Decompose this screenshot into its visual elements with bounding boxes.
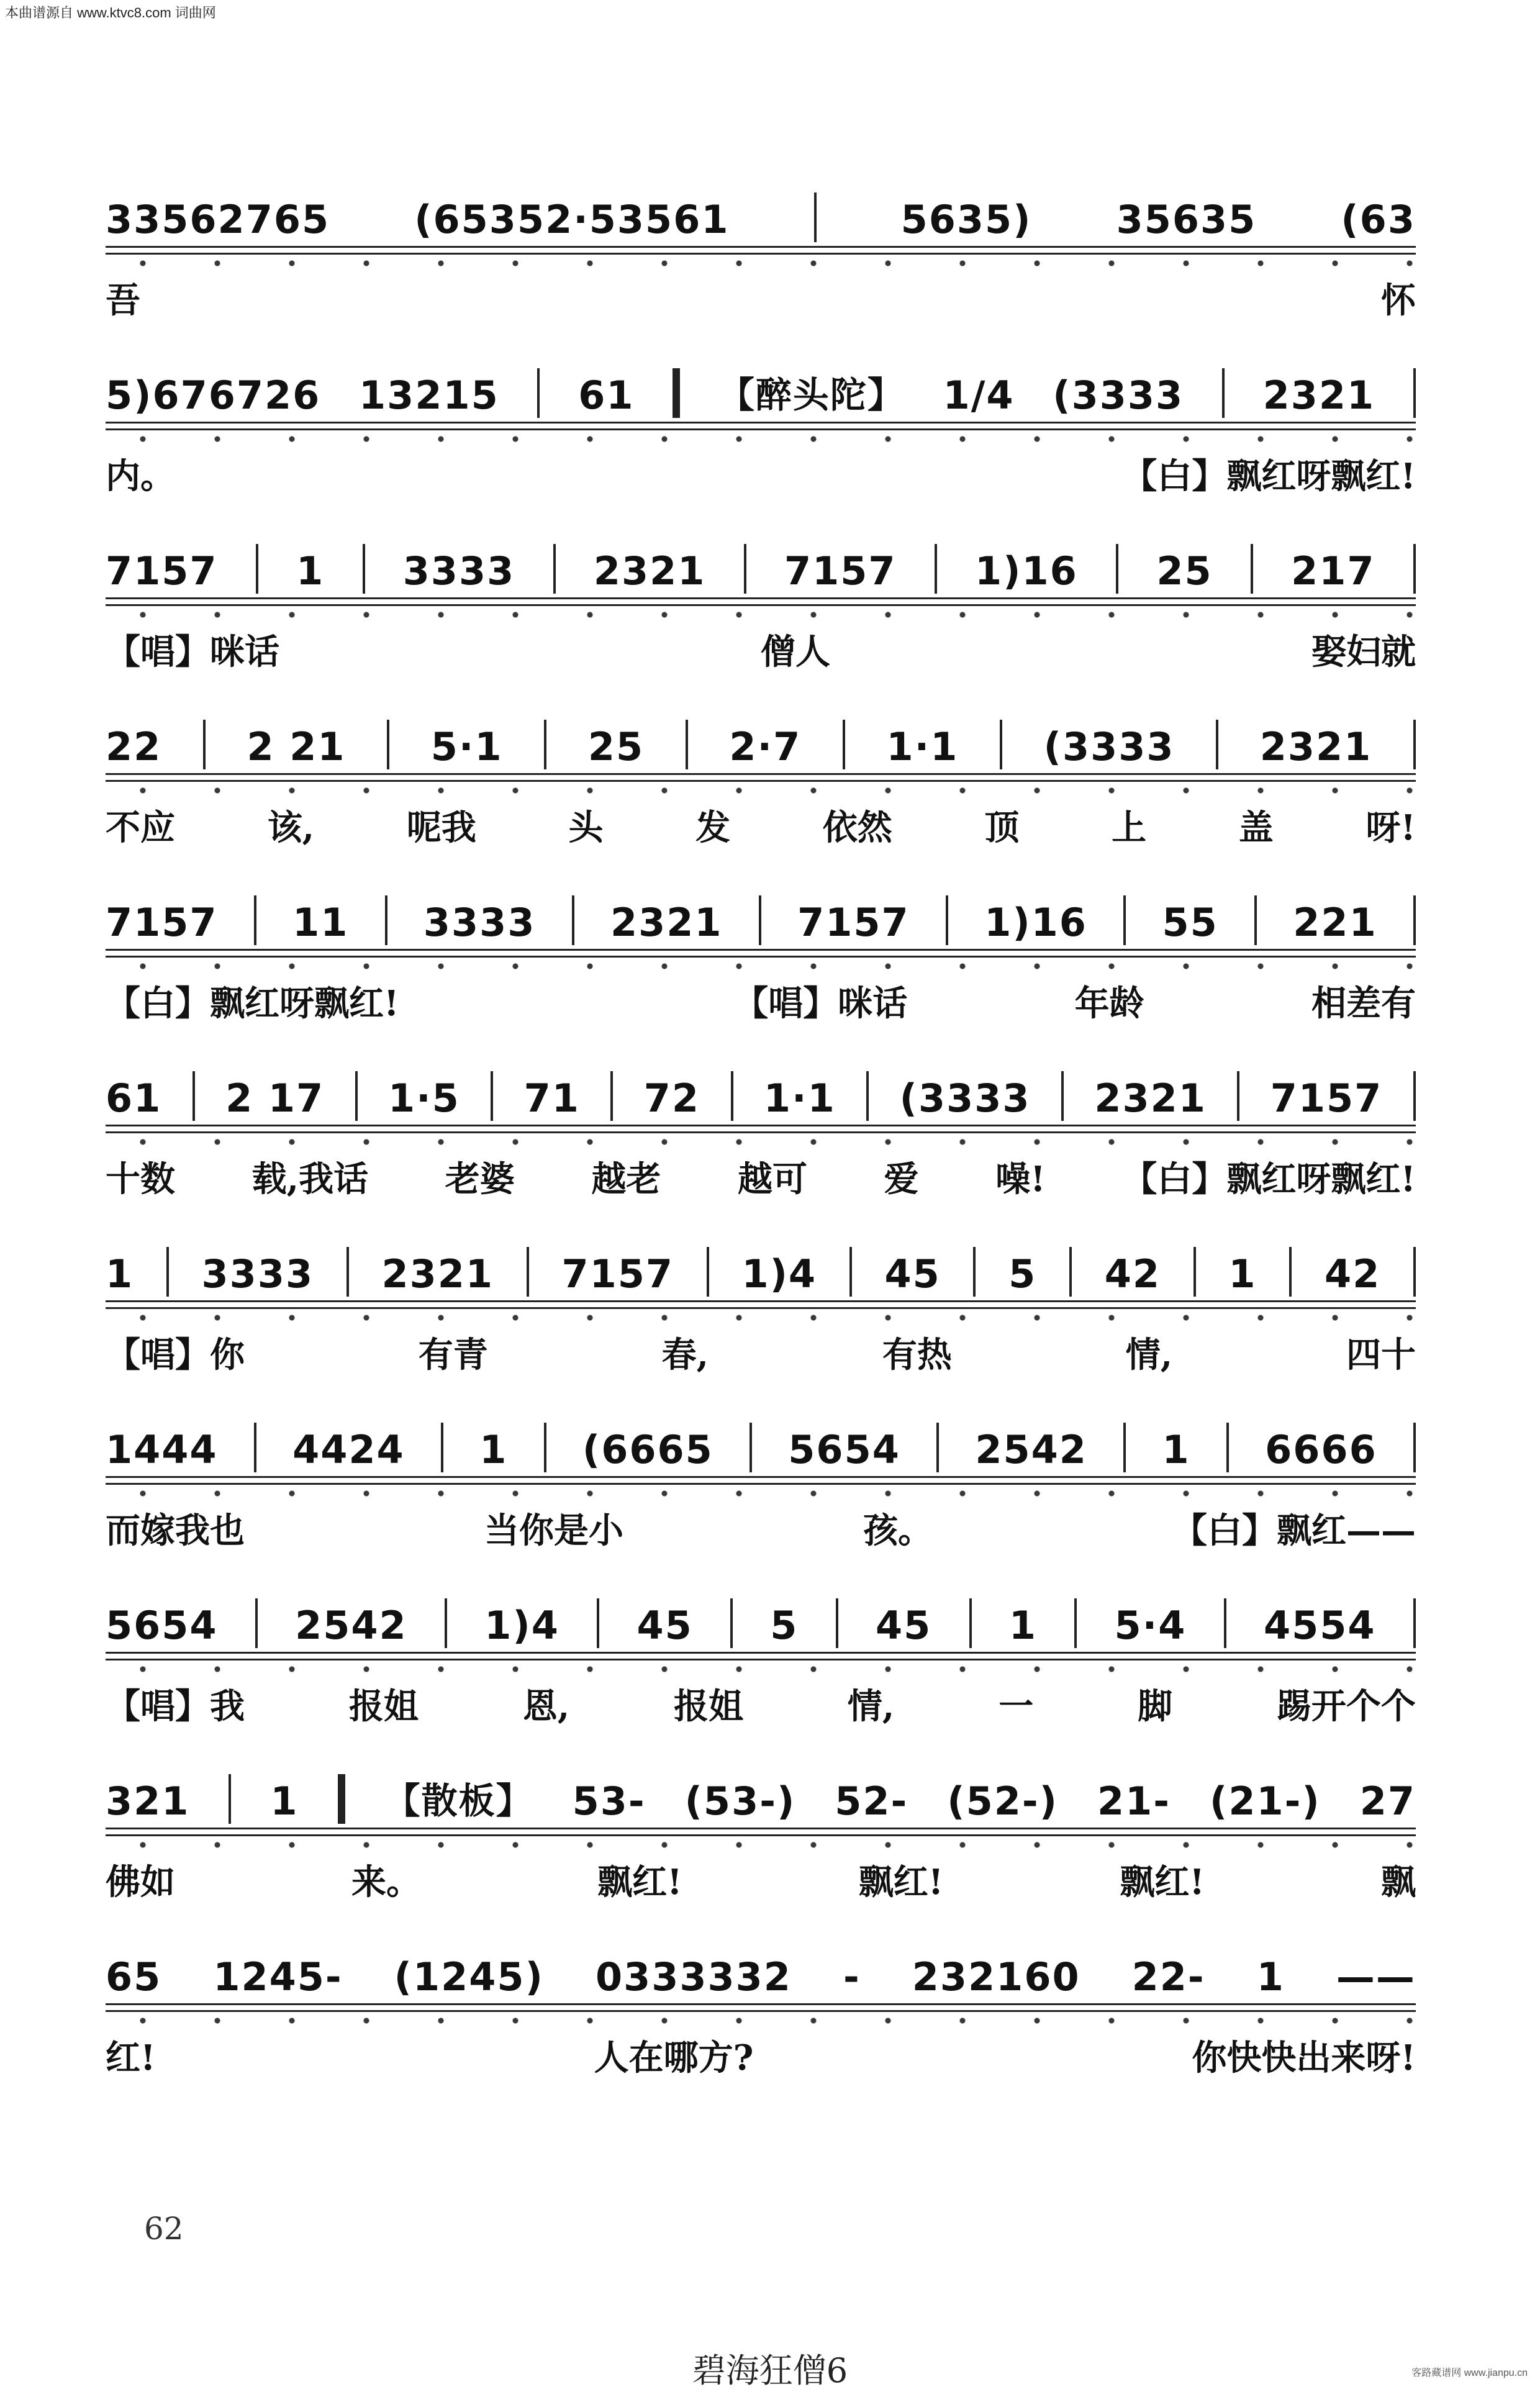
lyric: 发 [695, 807, 731, 848]
performance-cue: 【唱】你 [106, 1334, 245, 1375]
note-group: (6665 [582, 1427, 713, 1472]
note-group: 2 21 [247, 724, 346, 769]
notation-line [106, 1944, 1416, 2000]
note-group: 25 [1156, 548, 1213, 594]
barline [1251, 544, 1253, 594]
lyric: 佛如 [106, 1862, 175, 1903]
note-group: (53-) [684, 1778, 796, 1824]
lyrics-line [106, 2031, 1416, 2080]
lyric: 红! [106, 2037, 156, 2078]
lyric: 爱 [884, 1159, 919, 1200]
note-group: 2321 [610, 900, 723, 945]
lyric: 报姐 [348, 1686, 419, 1727]
performance-cue: 【白】飘红呀飘红! [1122, 456, 1416, 497]
note-group: 33562765 [106, 197, 330, 242]
rhythm-underline [106, 597, 1416, 606]
lyric: 当你是小 [484, 1510, 623, 1551]
note-group: 1 [1256, 1954, 1285, 2000]
barline [1413, 1071, 1416, 1121]
rhythm-underline [106, 422, 1416, 430]
lyric: 脚 [1138, 1686, 1173, 1727]
note-group: 221 [1293, 900, 1377, 945]
notation-line [106, 186, 1416, 242]
note-group: 53- [572, 1778, 646, 1824]
note-group: 7157 [784, 548, 897, 594]
barline [935, 544, 937, 594]
lyric: 你快快出来呀! [1192, 2037, 1416, 2078]
lyric: 有青 [418, 1334, 488, 1375]
barline [843, 720, 845, 769]
lyrics-line [106, 1679, 1416, 1729]
lyric: 相差有 [1311, 983, 1416, 1024]
note-group: 1)16 [984, 900, 1087, 945]
note-group: 61 [106, 1076, 162, 1121]
note-group: 45 [884, 1251, 941, 1297]
performance-cue: 【唱】我 [106, 1686, 245, 1727]
barline [1222, 368, 1225, 418]
barline [1226, 1423, 1229, 1472]
note-group: 7157 [1270, 1076, 1383, 1121]
score-system [106, 714, 1416, 850]
note-group: 35635 [1116, 197, 1257, 242]
note-group: 5 [770, 1603, 799, 1648]
note-group: - [843, 1954, 861, 2000]
note-group: 4424 [292, 1427, 405, 1472]
lyric: 上 [1112, 807, 1147, 848]
barline [445, 1598, 447, 1648]
barline [1074, 1598, 1077, 1648]
score-system [106, 1944, 1416, 2080]
lyric: 一 [999, 1686, 1034, 1727]
rhythm-underline [106, 1476, 1416, 1485]
note-group: 5635) [900, 197, 1032, 242]
note-group: 2·7 [729, 724, 802, 769]
note-group: 5)676726 [106, 373, 321, 418]
octave-dots [106, 1665, 1416, 1673]
barline [1254, 895, 1257, 945]
barline [759, 895, 761, 945]
barline [385, 895, 387, 945]
performance-cue: 【唱】咪话 [106, 632, 279, 673]
lyric: 春, [661, 1334, 709, 1375]
lyric: 踢开个个 [1276, 1686, 1416, 1727]
note-group: (1245) [394, 1954, 544, 2000]
lyric: 不应 [106, 807, 175, 848]
lyric: 飘红! [1120, 1862, 1205, 1903]
lyric: 报姐 [674, 1686, 744, 1727]
note-group: 42 [1324, 1251, 1381, 1297]
barline [1413, 895, 1416, 945]
note-group: 55 [1162, 900, 1218, 945]
note-group: 27 [1359, 1778, 1416, 1824]
note-group: 1/4 [943, 373, 1015, 418]
barline [936, 1423, 939, 1472]
lyric: 越老 [591, 1159, 661, 1200]
rhythm-underline [106, 1652, 1416, 1660]
note-group: 7157 [797, 900, 910, 945]
lyric: 四十 [1346, 1334, 1416, 1375]
barline [836, 1598, 838, 1648]
barline [1194, 1247, 1196, 1297]
note-group: 1245- [213, 1954, 343, 2000]
barline [1413, 1598, 1416, 1648]
barline [597, 1598, 599, 1648]
note-group: (3333 [899, 1076, 1031, 1121]
note-group: 7157 [106, 548, 218, 594]
octave-dots [106, 1841, 1416, 1849]
note-group: 3333 [201, 1251, 314, 1297]
barline [491, 1071, 493, 1121]
barline [1413, 1423, 1416, 1472]
note-group: 6666 [1265, 1427, 1377, 1472]
note-group: 5654 [788, 1427, 900, 1472]
double-barline [338, 1774, 345, 1824]
barline [346, 1247, 349, 1297]
note-group: 1 [1228, 1251, 1257, 1297]
note-group: 11 [292, 900, 349, 945]
barline [731, 1071, 733, 1121]
notation-line [106, 1416, 1416, 1472]
octave-dots [106, 1314, 1416, 1321]
lyric: 而嫁我也 [106, 1510, 245, 1551]
rhythm-underline [106, 773, 1416, 782]
rhythm-underline [106, 1300, 1416, 1309]
score-system [106, 1065, 1416, 1202]
note-group: 1444 [106, 1427, 218, 1472]
note-group: (21-) [1210, 1778, 1321, 1824]
lyric: 僧人 [761, 632, 830, 673]
note-group: 5654 [106, 1603, 218, 1648]
note-group: 1·5 [387, 1076, 460, 1121]
note-group: 71 [523, 1076, 580, 1121]
lyrics-line [106, 976, 1416, 1026]
barline [744, 544, 746, 594]
score-system [106, 1768, 1416, 1905]
notation-line [106, 538, 1416, 594]
barline [814, 193, 817, 242]
note-group: 42 [1104, 1251, 1161, 1297]
note-group: 3333 [402, 548, 515, 594]
lyric: 情, [1125, 1334, 1173, 1375]
octave-dots [106, 1138, 1416, 1146]
notation-line [106, 1768, 1416, 1824]
score-system [106, 1241, 1416, 1377]
barline [730, 1598, 733, 1648]
note-group: 2321 [1259, 724, 1372, 769]
octave-dots [106, 260, 1416, 267]
lyric: 飘红! [858, 1862, 944, 1903]
barline [1224, 1598, 1226, 1648]
note-group: 2 17 [225, 1076, 325, 1121]
notation-line [106, 1592, 1416, 1648]
note-group: 13215 [359, 373, 499, 418]
note-group: 5·4 [1114, 1603, 1187, 1648]
barline [1413, 1247, 1416, 1297]
barline [355, 1071, 358, 1121]
notation-line [106, 362, 1416, 418]
note-group: 7157 [106, 900, 218, 945]
section-label: 【散板】 [384, 1780, 533, 1822]
barline [1413, 720, 1416, 769]
note-group: 3333 [423, 900, 536, 945]
score-system [106, 186, 1416, 323]
lyrics-line [106, 800, 1416, 850]
score-system [106, 362, 1416, 499]
note-group: 61 [578, 373, 635, 418]
note-group: 52- [835, 1778, 908, 1824]
lyric: 飘 [1380, 1862, 1416, 1903]
section-label: 【醉头陀】 [718, 374, 905, 416]
lyric: 来。 [351, 1862, 422, 1903]
note-group: (65352·53561 [414, 197, 730, 242]
note-group: 1·1 [886, 724, 959, 769]
rhythm-underline [106, 1828, 1416, 1836]
lyric: 老婆 [445, 1159, 515, 1200]
lyric: 恩, [522, 1686, 570, 1727]
performance-cue: 【白】飘红呀飘红! [106, 983, 399, 1024]
lyric: 内。 [106, 456, 175, 497]
note-group: 1)4 [484, 1603, 559, 1648]
note-group: (52-) [947, 1778, 1058, 1824]
note-group: 1 [270, 1778, 299, 1824]
notation-line [106, 889, 1416, 945]
barline [1237, 1071, 1239, 1121]
lyrics-line [106, 449, 1416, 499]
barline [166, 1247, 169, 1297]
note-group: 1 [479, 1427, 508, 1472]
barline [1123, 895, 1126, 945]
note-group: 7157 [561, 1251, 674, 1297]
lyrics-line [106, 1152, 1416, 1202]
lyric: 情, [847, 1686, 895, 1727]
lyrics-line [106, 273, 1416, 323]
barline [527, 1247, 529, 1297]
notation-line [106, 1241, 1416, 1297]
note-group: 5 [1008, 1251, 1037, 1297]
note-group: —— [1336, 1954, 1416, 2000]
rhythm-underline [106, 2003, 1416, 2012]
barline [254, 1423, 256, 1472]
lyrics-line [106, 625, 1416, 674]
lyric: 人在哪方? [594, 2037, 754, 2078]
score-system [106, 1416, 1416, 1553]
barline [1413, 544, 1416, 594]
lyric: 噪! [995, 1159, 1046, 1200]
lyrics-line [106, 1503, 1416, 1553]
note-group: 72 [643, 1076, 700, 1121]
page-number: 62 [144, 2211, 184, 2247]
barline [256, 544, 258, 594]
barline [254, 895, 256, 945]
score-system [106, 1592, 1416, 1729]
note-group: 22 [106, 724, 162, 769]
lyric: 吾 [106, 280, 140, 321]
barline [363, 544, 365, 594]
barline [441, 1423, 443, 1472]
note-group: 5·1 [430, 724, 503, 769]
note-group: 217 [1291, 548, 1375, 594]
performance-cue: 【白】飘红呀飘红! [1122, 1159, 1416, 1200]
lyric: 呢我 [406, 807, 476, 848]
lyric: 顶 [984, 807, 1020, 848]
score-system [106, 889, 1416, 1026]
footer-watermark: 客路藏谱网 www.jianpu.cn [1411, 2368, 1528, 2378]
lyric: 怀 [1381, 280, 1416, 321]
rhythm-underline [106, 949, 1416, 958]
lyric: 年龄 [1074, 983, 1144, 1024]
note-group: 1·1 [763, 1076, 836, 1121]
note-group: 25 [587, 724, 645, 769]
rhythm-underline [106, 1125, 1416, 1133]
octave-dots [106, 1490, 1416, 1497]
barline [849, 1247, 852, 1297]
lyric: 载,我话 [251, 1159, 369, 1200]
barline [1413, 368, 1416, 418]
notation-line [106, 1065, 1416, 1121]
barline [203, 720, 206, 769]
lyric: 飘红! [597, 1862, 682, 1903]
score-system [106, 538, 1416, 674]
barline [544, 720, 546, 769]
note-group: 4554 [1263, 1603, 1376, 1648]
note-group: 45 [636, 1603, 693, 1648]
barline [572, 895, 574, 945]
lyric: 盖 [1238, 807, 1274, 848]
barline [537, 368, 540, 418]
barline [1123, 1423, 1126, 1472]
barline [1061, 1071, 1064, 1121]
octave-dots [106, 787, 1416, 794]
octave-dots [106, 963, 1416, 970]
note-group: 1 [1162, 1427, 1190, 1472]
note-group: 45 [875, 1603, 932, 1648]
footer-title: 碧海狂僧6 [692, 2351, 848, 2390]
barline [610, 1071, 613, 1121]
octave-dots [106, 2017, 1416, 2024]
note-group: 2321 [381, 1251, 494, 1297]
note-group: 2321 [1262, 373, 1375, 418]
lyric: 呀! [1366, 807, 1416, 848]
note-group: 21- [1097, 1778, 1171, 1824]
note-group: 22- [1131, 1954, 1205, 2000]
performance-cue: 【唱】咪话 [733, 983, 908, 1024]
note-group: 1 [296, 548, 325, 594]
note-group: 321 [106, 1778, 190, 1824]
octave-dots [106, 435, 1416, 443]
note-group: 0333332 [595, 1954, 792, 2000]
barline [973, 1247, 976, 1297]
note-group: 1)16 [975, 548, 1078, 594]
source-note: 本曲谱源自 www.ktvc8.com 词曲网 [5, 5, 216, 20]
note-group: 65 [106, 1954, 162, 2000]
note-group: (3333 [1053, 373, 1184, 418]
note-group: 232160 [912, 1954, 1080, 2000]
lyric: 娶妇就 [1311, 632, 1416, 673]
barline [750, 1423, 752, 1472]
lyric: 越可 [737, 1159, 807, 1200]
lyric: 头 [568, 807, 604, 848]
barline [1116, 544, 1118, 594]
barline [866, 1071, 869, 1121]
note-group: (3333 [1043, 724, 1175, 769]
lyrics-line [106, 1855, 1416, 1905]
barline [686, 720, 688, 769]
note-group: (63 [1341, 197, 1416, 242]
barline [946, 895, 948, 945]
note-group: 2321 [1094, 1076, 1207, 1121]
barline [192, 1071, 195, 1121]
barline [969, 1598, 972, 1648]
rhythm-underline [106, 246, 1416, 255]
lyric: 该, [267, 807, 315, 848]
barline [387, 720, 389, 769]
lyric: 依然 [822, 807, 892, 848]
lyrics-line [106, 1328, 1416, 1377]
notation-line [106, 714, 1416, 769]
note-group: 2542 [295, 1603, 407, 1648]
note-group: 1 [106, 1251, 134, 1297]
barline [1289, 1247, 1292, 1297]
lyric: 孩。 [863, 1510, 933, 1551]
barline [544, 1423, 546, 1472]
performance-cue: 【白】飘红—— [1172, 1510, 1416, 1551]
note-group: 2542 [975, 1427, 1087, 1472]
double-barline [673, 368, 680, 418]
barline [553, 544, 556, 594]
barline [229, 1774, 231, 1824]
barline [1216, 720, 1218, 769]
barline [1000, 720, 1002, 769]
note-group: 2321 [593, 548, 706, 594]
lyric: 有热 [882, 1334, 952, 1375]
lyric: 十数 [106, 1159, 175, 1200]
note-group: 1)4 [741, 1251, 817, 1297]
barline [255, 1598, 258, 1648]
note-group: 1 [1008, 1603, 1037, 1648]
barline [707, 1247, 709, 1297]
octave-dots [106, 611, 1416, 618]
barline [1069, 1247, 1072, 1297]
